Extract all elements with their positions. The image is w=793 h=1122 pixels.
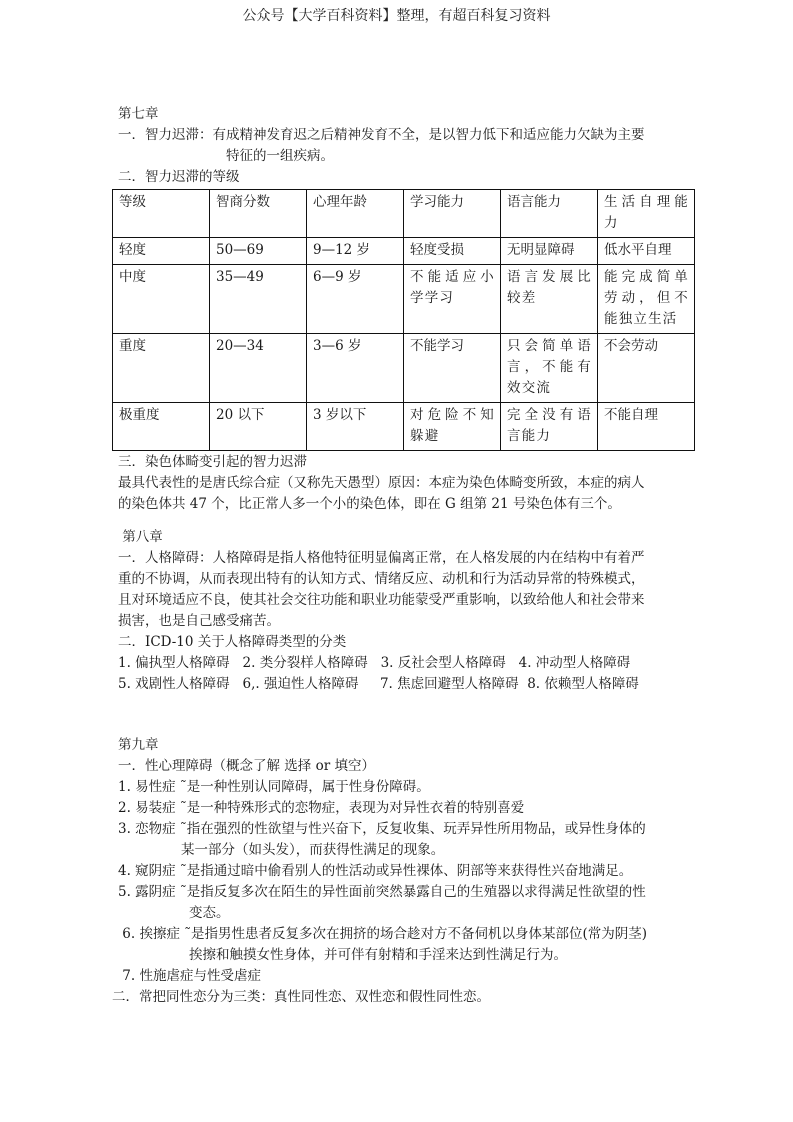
table-cell: 不能自理 [598,403,695,451]
table-cell: 20 以下 [210,403,307,451]
chapter-7-title: 第七章 [118,106,159,122]
disorder-item: 6. 挨擦症 ˜是指男性患者反复多次在拥挤的场合趁对方不备伺机以身体某部位(常为阴茎) [118,926,648,942]
table-cell: 能完成简单劳动，但不能独立生活 [598,265,695,334]
table-cell: 不能适应小学学习 [404,265,501,334]
table-cell: 中度 [113,265,210,334]
disorder-item-cont: 挨擦和触摸女性身体，并可伴有射精和手淫来达到性满足行为。 [189,947,567,963]
personality-definition: 重的不协调，从而表现出特有的认知方式、情绪反应、动机和行为活动异常的特殊模式， [118,571,645,587]
sexual-disorder-heading: 一．性心理障碍（概念了解 选择 or 填空） [118,758,375,774]
personality-definition: 一．人格障碍：人格障碍是指人格他特征明显偏离正常，在人格发展的内在结构中有着严 [118,550,645,566]
table-cell: 50—69 [210,238,307,265]
disorder-item: 3. 恋物症 ˜指在强烈的性欲望与性兴奋下，反复收集、玩弄异性所用物品，或异性身体的 [118,821,646,837]
disorder-item-cont: 某一部分（如头发），而获得性满足的现象。 [181,842,445,858]
table-header-cell: 智商分数 [210,190,307,238]
page-header: 公众号【大学百科资料】整理，有超百科复习资料 [242,8,551,24]
table-cell: 35—49 [210,265,307,334]
disorder-item-cont: 变态。 [189,905,230,921]
table-header-cell: 心理年龄 [307,190,404,238]
table-row [113,265,695,334]
chromosome-text: 的染色体共 47 个，比正常人多一个小的染色体，即在 G 组第 21 号染色体有三个。 [118,496,621,512]
table-cell: 轻度 [113,238,210,265]
table-cell: 6—9 岁 [307,265,404,334]
table-cell: 对危险不知躲避 [404,403,501,451]
table-cell: 语言发展比较差 [501,265,598,334]
table-cell: 低水平自理 [598,238,695,265]
icd-types-line: 1. 偏执型人格障碍 2. 类分裂样人格障碍 3. 反社会型人格障碍 4. 冲动型人格障碍 [118,655,631,671]
chapter-7-definition: 一．智力迟滞：有成精神发育迟之后精神发育不全，是以智力低下和适应能力欠缺为主要 [118,127,645,143]
table-header-row [113,190,695,238]
table-cell: 20—34 [210,334,307,403]
table-cell: 无明显障碍 [501,238,598,265]
table-header-cell: 生活自理能力 [598,190,695,238]
chromosome-text: 最具代表性的是唐氏综合症（又称先天愚型）原因：本症为染色体畸变所致，本症的病人 [118,475,645,491]
disorder-item: 4. 窥阴症 ˜是指通过暗中偷看别人的性活动或异性裸体、阴部等来获得性兴奋地满足。 [118,863,633,879]
table-cell: 不会劳动 [598,334,695,403]
table-row [113,334,695,403]
table-cell: 3—6 岁 [307,334,404,403]
table-cell: 3 岁以下 [307,403,404,451]
homosexuality-line: 二．常把同性恋分为三类：真性同性恋、双性恋和假性同性恋。 [112,989,490,1005]
table-cell: 只会简单语言，不能有效交流 [501,334,598,403]
table-header-cell: 学习能力 [404,190,501,238]
table-row [113,403,695,451]
icd-types-line: 5. 戏剧性人格障碍 6,. 强迫性人格障碍 7. 焦虑回避型人格障碍 8. 依赖型人格障碍 [118,676,639,692]
grades-table [112,189,695,451]
table-cell: 完全没有语言能力 [501,403,598,451]
chapter-8-title: 第八章 [118,529,163,545]
chapter-9-title: 第九章 [118,737,159,753]
table-cell: 9—12 岁 [307,238,404,265]
disorder-item: 2. 易装症 ˜是一种特殊形式的恋物症，表现为对异性衣着的特别喜爱 [118,800,525,816]
disorder-item: 5. 露阴症 ˜是指反复多次在陌生的异性面前突然暴露自己的生殖器以求得满足性欲望的性 [118,884,646,900]
table-row [113,238,695,265]
table-cell: 重度 [113,334,210,403]
table-header-cell: 等级 [113,190,210,238]
grades-heading: 二．智力迟滞的等级 [118,169,240,185]
icd-heading: 二．ICD-10 关于人格障碍类型的分类 [118,634,347,650]
table-header-cell: 语言能力 [501,190,598,238]
table-cell: 轻度受损 [404,238,501,265]
table-cell: 极重度 [113,403,210,451]
personality-definition: 损害，也是自己感受痛苦。 [118,613,280,629]
disorder-item: 1. 易性症 ˜是一种性别认同障碍，属于性身份障碍。 [118,779,430,795]
document-body [112,104,689,1008]
personality-definition: 且对环境适应不良，使其社会交往功能和职业功能蒙受严重影响，以致给他人和社会带来 [118,592,645,608]
chapter-7-definition-cont: 特征的一组疾病。 [226,148,334,164]
chromosome-heading: 三．染色体畸变引起的智力迟滞 [118,454,307,470]
table-cell: 不能学习 [404,334,501,403]
disorder-item: 7. 性施虐症与性受虐症 [118,968,261,984]
